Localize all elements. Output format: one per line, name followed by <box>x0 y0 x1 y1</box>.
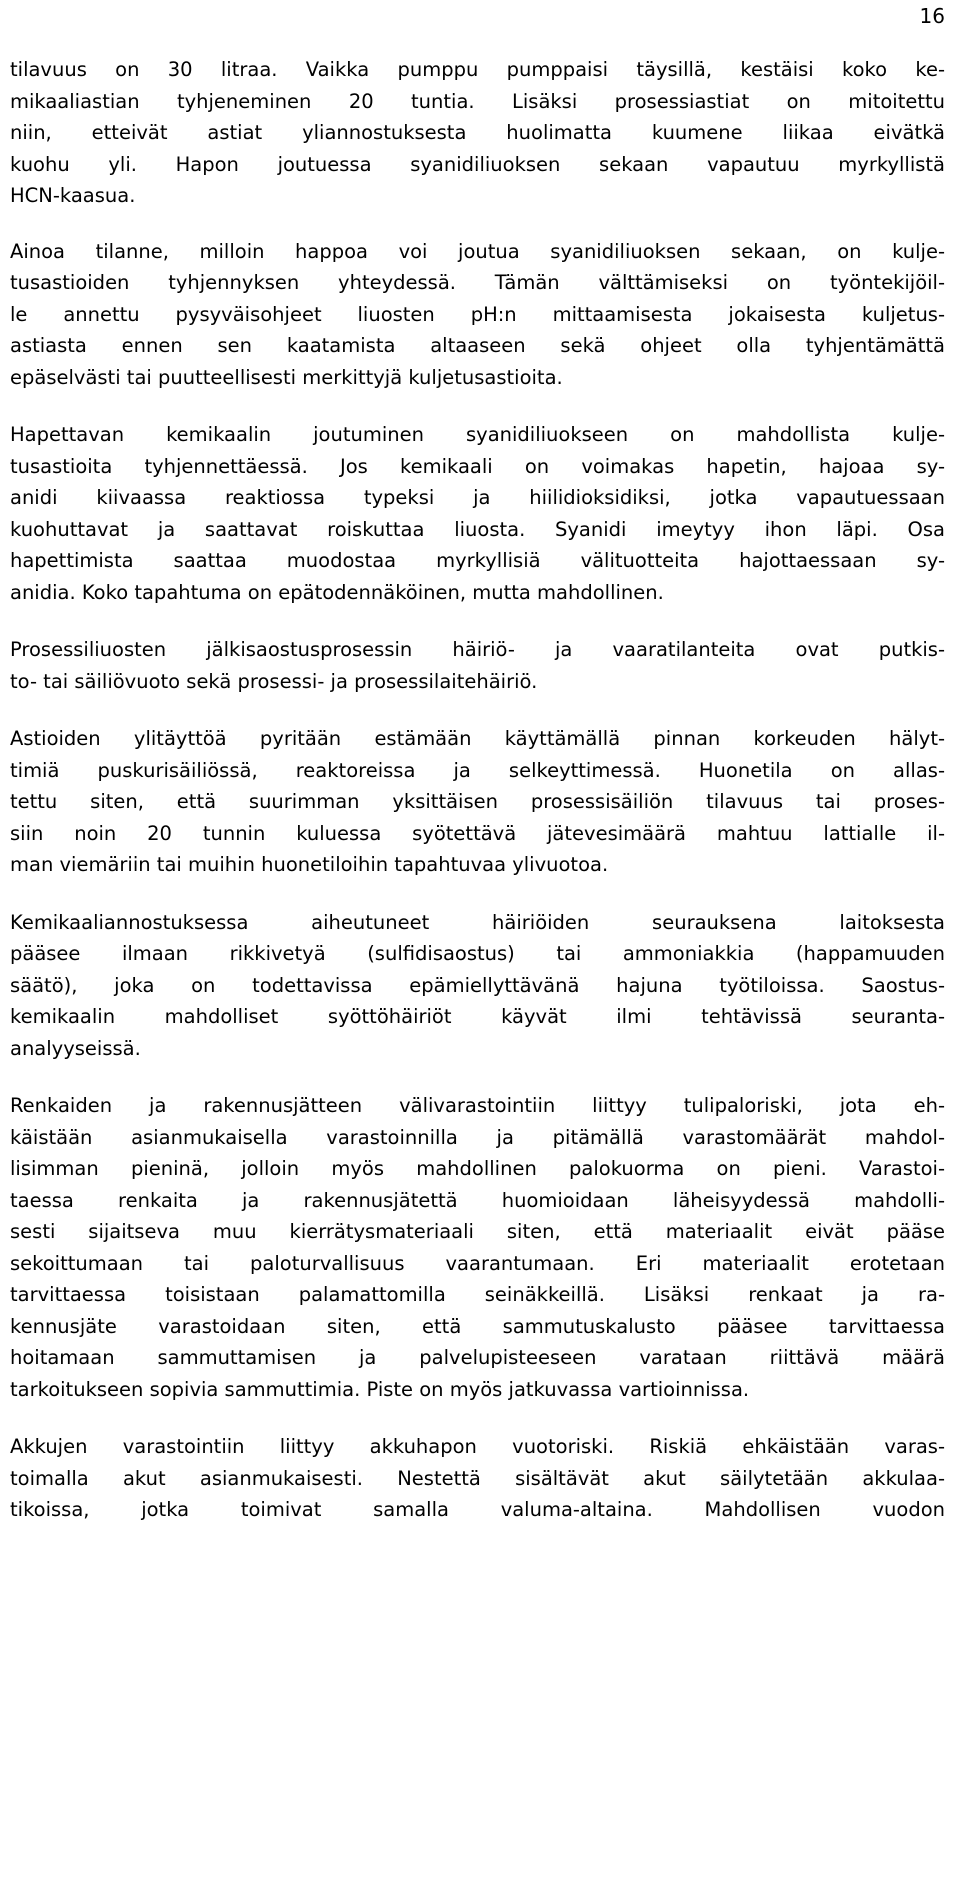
text-line: kuohu yli. Hapon joutuessa syanidiliuoksen sekaan vapautuu myrkyllistä <box>10 152 945 176</box>
text-line: kemikaalin mahdolliset syöttöhäiriöt käyvät ilmi tehtävissä seuranta- <box>10 1005 945 1028</box>
text-line: anidi kiivaassa reaktiossa typeksi ja hiilidioksidiksi, jotka vapautuessaan <box>10 486 945 509</box>
text-line: Ainoa tilanne, milloin happoa voi joutua syanidiliuoksen sekaan, on kulje- <box>10 239 945 263</box>
text-line: Astioiden ylitäyttöä pyritään estämään käyttämällä pinnan korkeuden hälyt- <box>10 727 945 750</box>
text-line: anidia. Koko tapahtuma on epätodennäköinen, mutta mahdollinen. <box>10 580 664 604</box>
text-line: kuohuttavat ja saattavat roiskuttaa liuosta. Syanidi imeytyy ihon läpi. Osa <box>10 517 945 541</box>
text-line: tusastioiden tyhjennyksen yhteydessä. Tämän välttämiseksi on työntekijöil- <box>10 271 945 294</box>
text-line: sesti sijaitseva muu kierrätysmateriaali siten, että materiaalit eivät pääse <box>10 1220 945 1243</box>
text-line: tarkoitukseen sopivia sammuttimia. Piste on myös jatkuvassa vartioinnissa. <box>10 1377 750 1401</box>
text-line: käistään asianmukaisella varastoinnilla ja pitämällä varastomäärät mahdol- <box>10 1125 945 1149</box>
text-line: tilavuus on 30 litraa. Vaikka pumppu pumppaisi täysillä, kestäisi koko ke- <box>10 58 945 81</box>
text-line: analyyseissä. <box>10 1036 141 1060</box>
text-line: kennusjäte varastoidaan siten, että sammutuskalusto pääsee tarvittaessa <box>10 1314 945 1338</box>
text-line: hoitamaan sammuttamisen ja palvelupisteeseen varataan riittävä määrä <box>10 1346 945 1369</box>
paragraph <box>10 236 945 394</box>
body-text <box>10 54 945 1552</box>
paragraph <box>10 1431 945 1526</box>
text-line: tusastioita tyhjennettäessä. Jos kemikaali on voimakas hapetin, hajoaa sy- <box>10 454 945 478</box>
text-line: timiä puskurisäiliössä, reaktoreissa ja selkeyttimessä. Huonetila on allas- <box>10 758 945 782</box>
text-line: Akkujen varastointiin liittyy akkuhapon vuotoriski. Riskiä ehkäistään varas- <box>10 1435 945 1458</box>
paragraph <box>10 907 945 1065</box>
text-line: toimalla akut asianmukaisesti. Nestettä sisältävät akut säilytetään akkulaa- <box>10 1466 945 1490</box>
text-line: Renkaiden ja rakennusjätteen välivarastointiin liittyy tulipaloriski, jota eh- <box>10 1094 945 1117</box>
text-line: HCN-kaasua. <box>10 184 136 207</box>
text-line: tettu siten, että suurimman yksittäisen prosessisäiliön tilavuus tai proses- <box>10 790 945 813</box>
text-line: Prosessiliuosten jälkisaostusprosessin häiriö- ja vaaratilanteita ovat putkis- <box>10 638 945 661</box>
text-line: lisimman pieninä, jolloin myös mahdollinen palokuorma on pieni. Varastoi- <box>10 1157 945 1180</box>
text-line: epäselvästi tai puutteellisesti merkittyjä kuljetusastioita. <box>10 365 563 389</box>
text-line: taessa renkaita ja rakennusjätettä huomioidaan läheisyydessä mahdolli- <box>10 1188 945 1212</box>
text-line: tikoissa, jotka toimivat samalla valuma-altaina. Mahdollisen vuodon <box>10 1498 945 1521</box>
text-line: mikaaliastian tyhjeneminen 20 tuntia. Lisäksi prosessiastiat on mitoitettu <box>10 89 945 113</box>
text-line: Hapettavan kemikaalin joutuminen syanidiliuokseen on mahdollista kulje- <box>10 423 945 446</box>
text-line: säätö), joka on todettavissa epämiellyttävänä hajuna työtiloissa. Saostus- <box>10 973 945 997</box>
text-line: man viemäriin tai muihin huonetiloihin tapahtuvaa ylivuotoa. <box>10 853 609 876</box>
text-line: siin noin 20 tunnin kuluessa syötettävä jätevesimäärä mahtuu lattialle il- <box>10 821 945 845</box>
text-line: to- tai säiliövuoto sekä prosessi- ja prosessilaitehäiriö. <box>10 669 538 693</box>
paragraph <box>10 419 945 608</box>
text-line: astiasta ennen sen kaatamista altaaseen sekä ohjeet olla tyhjentämättä <box>10 334 945 357</box>
text-line: Kemikaaliannostuksessa aiheutuneet häiriöiden seurauksena laitoksesta <box>10 910 945 934</box>
text-line: le annettu pysyväisohjeet liuosten pH:n mittaamisesta jokaisesta kuljetus- <box>10 302 945 326</box>
paragraph <box>10 1090 945 1405</box>
text-line: tarvittaessa toisistaan palamattomilla seinäkkeillä. Lisäksi renkaat ja ra- <box>10 1283 945 1306</box>
paragraph <box>10 634 945 697</box>
text-line: pääsee ilmaan rikkivetyä (sulfidisaostus) tai ammoniakkia (happamuuden <box>10 942 945 965</box>
text-line: sekoittumaan tai paloturvallisuus vaarantumaan. Eri materiaalit erotetaan <box>10 1251 945 1275</box>
text-line: hapettimista saattaa muodostaa myrkyllisiä välituotteita hajottaessaan sy- <box>10 549 945 572</box>
page-number: 16 <box>919 4 945 28</box>
paragraph <box>10 54 945 212</box>
text-line: niin, etteivät astiat yliannostuksesta huolimatta kuumene liikaa eivätkä <box>10 121 945 144</box>
paragraph <box>10 723 945 881</box>
